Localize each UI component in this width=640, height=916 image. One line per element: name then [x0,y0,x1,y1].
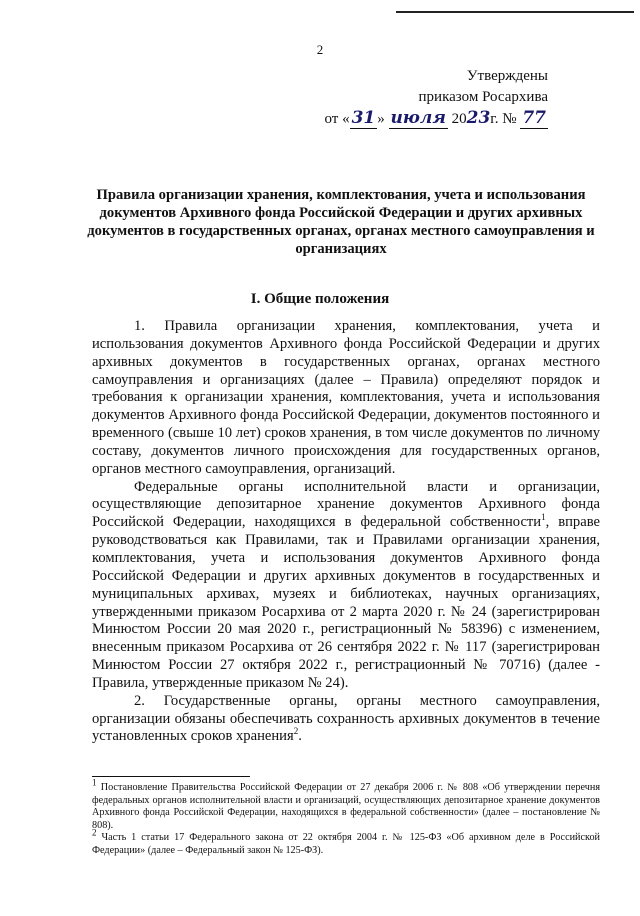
footnotes [92,777,600,858]
handwritten-order-number: 77 [522,108,546,128]
year-prefix: 20 [451,111,467,127]
paragraph-2-text-b: , вправе руководствоваться как Правилами, так и Правилами организации хранения, комплектования, учета и использования документов Архивного фонда Российской Федерации и других архивных документов в государственных и муниципальных архивах, музеях и библиотеках, научных организациях, утвержденными приказом Росархива от 2 марта 2020 г. № 24 (зарегистрирован Минюстом России 20 мая 2020 г., регистрационный № 58396) с изменением, внесенным приказом Росархива от 26 сентября 2022 г. № 117 (зарегистрирован Минюстом России 27 октября 2022 г., регистрационный № 70716) (далее - Правила, утвержденные приказом № 24). [92,514,600,691]
page-number: 2 [316,42,324,57]
handwritten-day: 31 [351,108,376,128]
paragraph-3 [92,693,600,747]
paragraph-2-text-a: Федеральные органы исполнительной власти и организации, осуществляющие депозитарное хранение документов Архивного фонда Российской Федерации, находящихся в федеральной собственности [92,478,600,531]
section-heading: I. Общие положения [250,291,390,307]
footnote-divider [92,776,250,777]
handwritten-year: 23 [466,108,491,128]
approval-block [324,66,548,130]
footnote-ref-2: 2 [293,726,299,737]
footnote-1 [92,777,600,832]
document-body [92,318,600,746]
footnote-2-text: Часть 1 статьи 17 Федерального закона от 22 октября 2004 г. № 125-ФЗ «Об архивном деле в Российской Федерации» (далее – Федеральный закон № 125-ФЗ). [92,832,600,856]
approval-line-1: Утверждены [466,68,548,84]
year-number-label: г. № [490,111,517,127]
footnote-2 [92,827,600,857]
handwritten-month: июля [390,108,446,128]
approval-date-line [324,108,548,130]
document-title: Правила организации хранения, комплектования, учета и использования документов Архивного фонда Российской Федерации и других архивных документов в государственных органах, органах местного самоуправления и организациях [87,187,595,257]
date-prefix: от « [324,111,350,127]
paragraph-3-text-a: 2. Государственные органы, органы местного самоуправления, организации обязаны обеспечивать сохранность архивных документов в течение установленных сроков хранения [92,692,600,745]
footnote-2-mark: 2 [92,827,97,838]
paragraph-1: 1. Правила организации хранения, комплектования, учета и использования документов Архивного фонда Российской Федерации и других архивных документов в государственных органах, органах местного самоуправления и организациях (далее – Правила) определяют порядок и требования к организации хранения, комплектования, учета и использования документов Архивного фонда Российской Федерации, документов постоянного и временного (свыше 10 лет) сроков хранения, в том числе документов по личному составу, документов личного происхождения для государственных органов, органов местного самоуправления, организаций. [92,318,600,477]
paragraph-2 [92,479,600,693]
paragraph-3-text-b: . [298,728,302,745]
date-mid: » [377,111,385,127]
footnote-1-mark: 1 [92,777,97,788]
footnote-1-text: Постановление Правительства Российской Федерации от 27 декабря 2006 г. № 808 «Об утверждении перечня федеральных органов исполнительной власти и организаций, осуществляющих депозитарное хранение документов Архивного фонда Российской Федерации, находящихся в федеральной собственности» (далее – постановление № 808). [92,782,600,831]
approval-line-2: приказом Росархива [418,89,548,105]
scan-artifact-line [396,11,634,13]
footnote-ref-1: 1 [541,512,546,523]
